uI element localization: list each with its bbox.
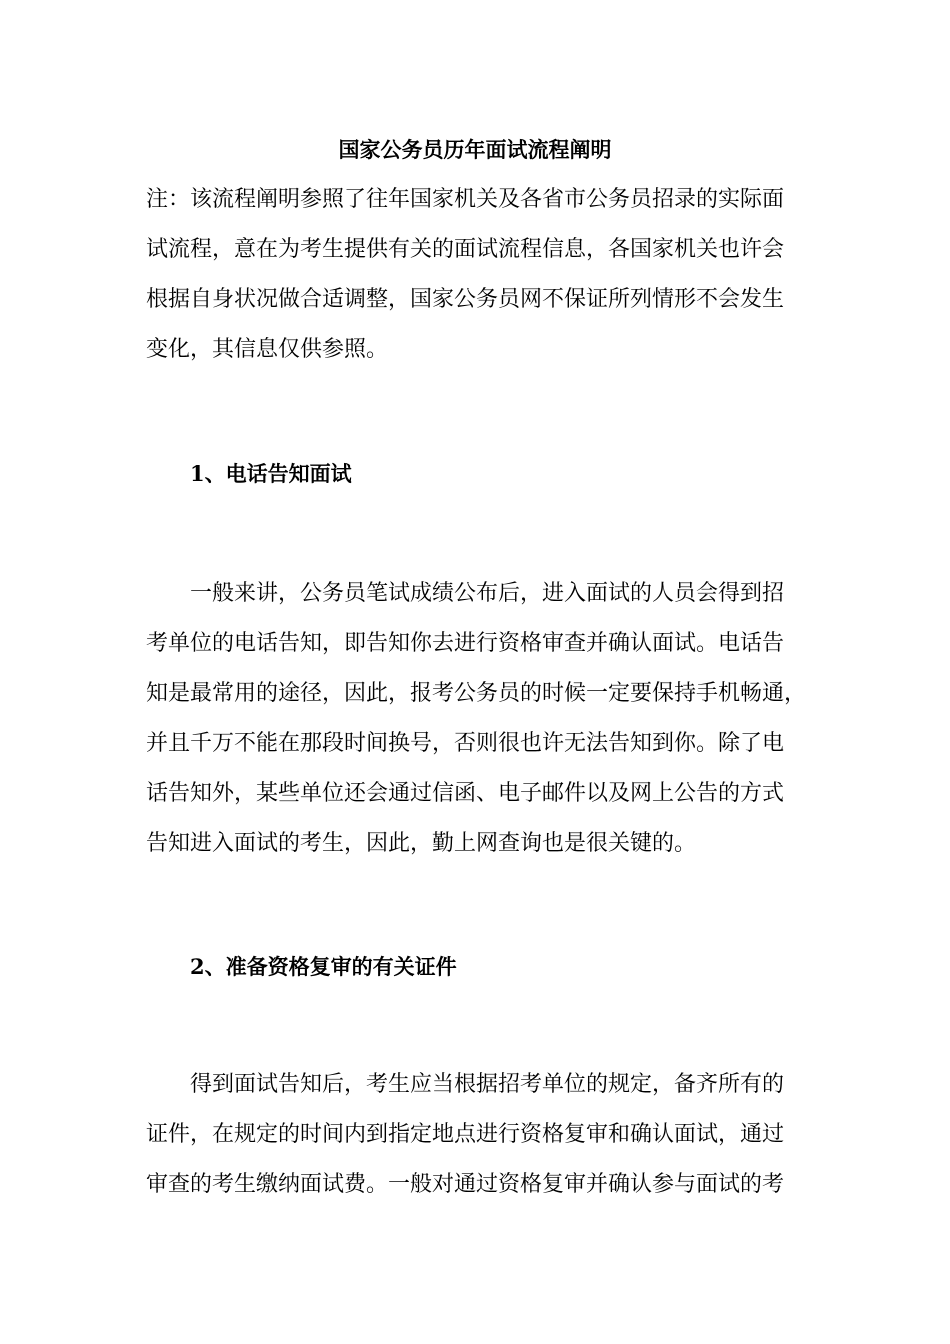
- paragraph-line: 证件，在规定的时间内到指定地点进行资格复审和确认面试，通过: [146, 1122, 785, 1147]
- document-title: 国家公务员历年面试流程阐明: [338, 137, 612, 162]
- section-heading: 1、电话告知面试: [190, 461, 352, 486]
- paragraph-line: 得到面试告知后，考生应当根据招考单位的规定，备齐所有的: [146, 1072, 785, 1097]
- paragraph-line: 审查的考生缴纳面试费。一般对通过资格复审并确认参与面试的考: [146, 1172, 785, 1197]
- note-line: 注：该流程阐明参照了往年国家机关及各省市公务员招录的实际面: [146, 187, 785, 212]
- note-line: 试流程，意在为考生提供有关的面试流程信息，各国家机关也许会: [146, 237, 785, 262]
- paragraph-line: 告知进入面试的考生，因此，勤上网查询也是很关键的。: [146, 831, 697, 856]
- note-line: 变化，其信息仅供参照。: [146, 337, 389, 362]
- paragraph-line: 知是最常用的途径，因此，报考公务员的时候一定要保持手机畅通，: [146, 681, 807, 706]
- paragraph-line: 一般来讲，公务员笔试成绩公布后，进入面试的人员会得到招: [146, 581, 785, 606]
- paragraph-line: 话告知外，某些单位还会通过信函、电子邮件以及网上公告的方式: [146, 781, 785, 806]
- section-heading: 2、准备资格复审的有关证件: [190, 954, 457, 979]
- paragraph-line: 并且千万不能在那段时间换号，否则很也许无法告知到你。除了电: [146, 731, 785, 756]
- paragraph-line: 考单位的电话告知，即告知你去进行资格审查并确认面试。电话告: [146, 631, 785, 656]
- note-line: 根据自身状况做合适调整，国家公务员网不保证所列情形不会发生: [146, 287, 785, 312]
